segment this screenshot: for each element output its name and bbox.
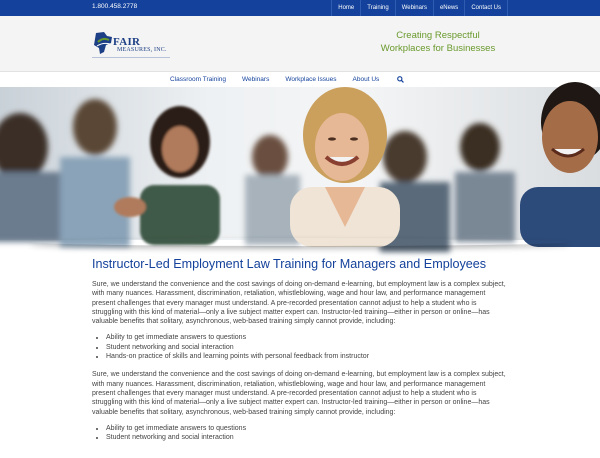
top-nav <box>331 0 508 16</box>
page-title: Instructor-Led Employment Law Training for Managers and Employees <box>92 257 487 271</box>
top-nav-home[interactable]: Home <box>331 0 360 16</box>
logo-text-fair: FAIR <box>113 36 141 48</box>
tagline <box>368 29 508 55</box>
top-nav-webinars[interactable]: Webinars <box>395 0 433 16</box>
site-header <box>0 16 600 72</box>
nav-workplace-issues[interactable]: Workplace Issues <box>285 76 337 83</box>
hero-photo-audience <box>0 87 600 240</box>
fair-measures-logo[interactable] <box>92 30 172 60</box>
hero-image <box>0 87 600 240</box>
phone-number[interactable]: 1.800.458.2778 <box>92 3 138 10</box>
top-nav-training[interactable]: Training <box>360 0 394 16</box>
list-item: • Ability to get immediate answers to questions <box>106 333 508 342</box>
intro-paragraph: Sure, we understand the convenience and the cost savings of doing on-demand e-learning, but employment law is a complex subject, with many nuances. Harassment, discrimination, retaliation, whistleblowing, wage and hour law, and performance management present challenges that every manager must understand. A pre-recorded presentation cannot adjust to help a student who is struggling with this kind of material—only a live subject matter expert can. Instructor-led training—either in person or online—has valuable benefits that solitary, asynchronous, web-based training simply cannot provide, including: <box>92 281 506 326</box>
top-bar <box>0 0 600 16</box>
top-nav-enews[interactable]: eNews <box>433 0 464 16</box>
tagline-line-1: Creating Respectful <box>396 30 480 41</box>
top-nav-contact-us[interactable]: Contact Us <box>464 0 508 16</box>
main-content <box>92 257 508 442</box>
list-item: • Student networking and social interaction <box>106 343 508 352</box>
benefits-list-wrapper-repeat <box>92 424 508 442</box>
search-icon[interactable] <box>397 76 404 83</box>
list-item: • Ability to get immediate answers to questions <box>106 424 508 433</box>
list-item: • Hands-on practice of skills and learning points with personal feedback from instructor <box>106 352 508 361</box>
nav-about-us[interactable]: About Us <box>352 76 380 83</box>
tagline-line-2: Workplaces for Businesses <box>380 43 496 54</box>
intro-paragraph-repeat: Sure, we understand the convenience and the cost savings of doing on-demand e-learning, but employment law is a complex subject, with many nuances. Harassment, discrimination, retaliation, whistleblowing, wage and hour law, and performance management present challenges that every manager must understand. A pre-recorded presentation cannot adjust to help a student who is struggling with this kind of material—only a live subject matter expert can. Instructor-led training—either in person or online—has valuable benefits that solitary, asynchronous, web-based training simply cannot provide, including: <box>92 371 506 416</box>
list-item: • Student networking and social interaction <box>106 433 508 442</box>
benefits-list-wrapper <box>92 333 508 361</box>
logo-map-icon <box>92 30 114 56</box>
nav-classroom-training[interactable]: Classroom Training <box>170 76 226 83</box>
logo-text-measures: MEASURES, INC. <box>117 47 167 53</box>
hero-shadow <box>30 238 570 246</box>
main-nav <box>0 72 600 87</box>
benefits-list-repeat <box>92 424 508 443</box>
benefits-list <box>92 333 508 361</box>
logo-underline <box>92 57 170 58</box>
nav-webinars[interactable]: Webinars <box>242 76 270 83</box>
repeated-block <box>92 370 508 442</box>
